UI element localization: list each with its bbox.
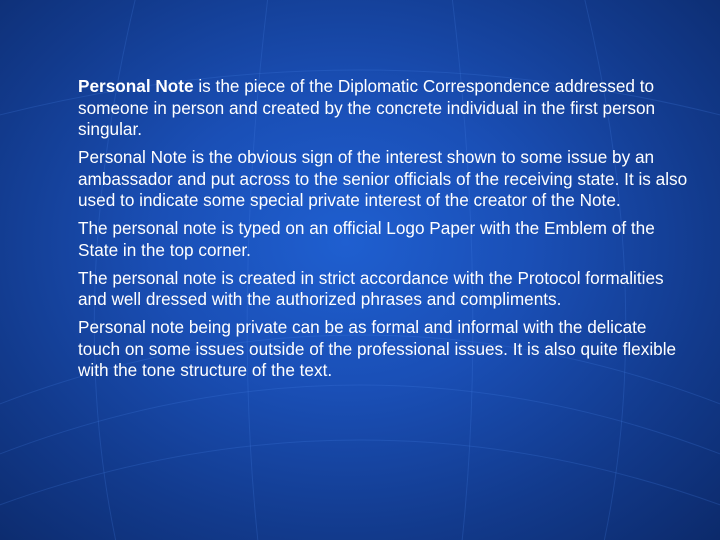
paragraph-3: [78, 218, 688, 261]
paragraph-5: [78, 317, 688, 382]
paragraph-1-text: is the piece of the Diplomatic Correspondence addressed to someone in person and created by the concrete individual in the first person singular.: [78, 76, 656, 139]
paragraph-1: [78, 76, 688, 141]
paragraph-4: [78, 268, 688, 311]
paragraph-2-text: Personal Note is the obvious sign of the interest shown to some issue by an ambassador and put across to the senior officials of the receiving state. It is also used to indicate some special private interest of the creator of the Note.: [78, 147, 688, 210]
paragraph-4-text: The personal note is created in strict accordance with the Protocol formalities and well dressed with the authorized phrases and compliments.: [78, 267, 664, 309]
paragraph-3-text: The personal note is typed on an official Logo Paper with the Emblem of the State in the top corner.: [78, 218, 655, 260]
paragraph-5-text: Personal note being private can be as formal and informal with the delicate touch on some issues outside of the professional issues. It is also quite flexible with the tone structure of the text.: [78, 317, 677, 380]
note-text-body: [78, 76, 688, 388]
paragraph-1-bold-lead: Personal Note: [78, 76, 194, 96]
paragraph-2: [78, 147, 688, 212]
